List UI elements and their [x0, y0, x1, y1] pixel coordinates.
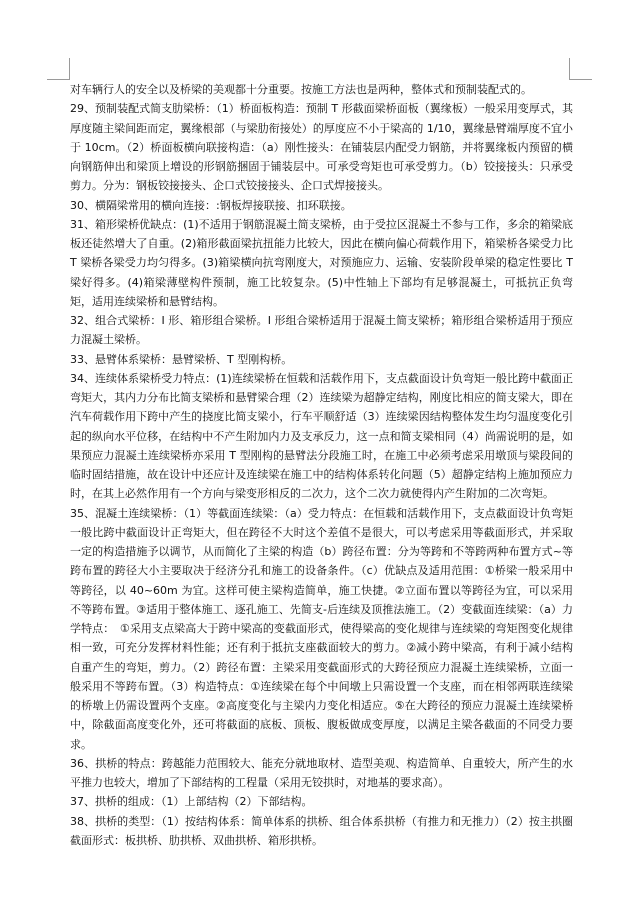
crop-mark-left-vertical: [69, 58, 70, 80]
paragraph-33-cantilever-girder: 33、悬臂体系梁桥：悬臂梁桥、T 型刚构桥。: [70, 352, 293, 366]
paragraph-34-continuous-girder-behavior: 34、连续体系梁桥受力特点：(1)连续梁桥在恒载和活载作用下，支点截面设计负弯矩一般比跨中截面正弯矩大，其内力分布比简支梁桥和悬臂梁合理（2）连续梁为超静定结构，刚度比相应的简支梁大，即在汽车荷载作用下跨中产生的挠度比简支梁小，行车平顺舒适（3）连续梁因结构整体发生均匀温度变化引起的纵向水平位移，在结构中不产生附加内力及支承反力，这一点和简支梁相同（4）尚需说明的是，如果预应力混凝土连续梁桥亦采用 T 型刚构的悬臂法分段施工时，在施工中必须考虑采用墩顶与梁段间的临时固结措施，故在设计中还应计及连续梁在施工中的结构体系转化问题（5）超静定结构上施加预应力时，在其上必然作用有一个方向与梁变形相反的二次力，这个二次力就使得内产生附加的二次弯矩。: [70, 371, 573, 501]
crop-mark-right-horizontal: [570, 79, 592, 80]
paragraph-continuation: 对车辆行人的安全以及桥梁的美观都十分重要。按施工方法也是两种，整体式和预制装配式的。: [70, 83, 532, 96]
paragraph-38-arch-bridge-types: 38、拱桥的类型：（1）按结构体系：简单体系的拱桥、组合体系拱桥（有推力和无推力）（2）按主拱圈截面形式：板拱桥、肋拱桥、双曲拱桥、箱形拱桥。: [70, 814, 573, 847]
paragraph-35-concrete-continuous-girder: 35、混凝土连续梁桥：（1）等截面连续梁：（a）受力特点：在恒载和活载作用下，支点截面设计负弯矩一般比跨中截面设计正弯矩大，但在跨径不大时这个差值不是很大，可以考虑采用等截面形式，并采取一定的构造措施予以调节，从而简化了主梁的构造（b）跨径布置：分为等跨和不等跨两种布置方式~等跨布置的跨径大小主要取决于经济分孔和施工的设备条件。（c）优缺点及适用范围：①桥梁一般采用中等跨径，以 40~60m 为宜。这样可使主梁构造简单，施工快捷。②立面布置以等跨径为宜，可以采用不等跨布置。③适用于整体施工、逐孔施工、先简支-后连续及顶推法施工。（2）变截面连续梁：（a）力学特点： ①采用支点梁高大于跨中梁高的变截面形式，使得梁高的变化规律与连续梁的弯矩图变化规律相一致，可充分发挥材料性能；还有利于抵抗支座截面较大的剪力。②减小跨中梁高，有利于减小结构自重产生的弯矩，剪力。（2）跨径布置：主梁采用变截面形式的大跨径预应力混凝土连续梁桥，立面一般采用不等跨布置。（3）构造特点：①连续梁在每个中间墩上只需设置一个支座，而在相邻两联连续梁的桥墩上仍需设置两个支座。②高度变化与主梁内力变化相适应。⑤在大跨径的预应力混凝土连续梁桥中，除截面高度变化外，还可将截面的底板、顶板、腹板做成变厚度，以满足主梁各截面的不同受力要求。: [70, 506, 573, 751]
paragraph-29-prefab-simply-supported-girder: 29、预制装配式简支肋梁桥：（1）桥面板构造：预制 T 形截面梁桥面板（翼缘板）一般采用变厚式，其厚度随主梁间距而定，翼缘根部（与梁肋衔接处）的厚度应不小于梁高的 1/10，翼缘悬臂端厚度不宜小于 10cm。（2）桥面板横向联接构造：（a）刚性接头：在铺装层内配受力钢筋，并将翼缘板内预留的横向钢筋伸出和梁顶上增设的形钢筋捆固于铺装层中。可承受弯矩也可承受剪力。（b）铰接接头：只承受剪力。分为：钢板铰接接头、企口式铰接接头、企口式焊接接头。: [70, 102, 573, 193]
paragraph-32-composite-girder: 32、组合式梁桥：I 形、箱形组合梁桥。I 形组合梁桥适用于混凝土简支梁桥；箱形组合梁桥适用于预应力混凝土梁桥。: [70, 314, 573, 347]
crop-mark-left-horizontal: [47, 79, 69, 80]
document-body: [70, 80, 573, 850]
paragraph-30-diaphragm-connection: 30、横隔梁常用的横向连接：:钢板焊接联接、扣环联接。: [70, 198, 352, 212]
paragraph-31-box-girder-pros-cons: 31、箱形梁桥优缺点：(1)不适用于钢筋混凝土简支梁桥，由于受拉区混凝土不参与工作，多余的箱梁底板还徒然增大了自重。(2)箱形截面梁抗扭能力比较大，因此在横向偏心荷载作用下，箱梁桥各梁受力比 T 梁桥各梁受力均匀得多。(3)箱梁横向抗弯刚度大，对预施应力、运输、安装阶段单梁的稳定性要比 T 梁好得多。(4)箱梁薄壁构件预制，施工比较复杂。(5)中性轴上下部均有足够混凝土，可抵抗正负弯矩，适用连续梁桥和悬臂结构。: [70, 217, 573, 308]
paragraph-37-arch-bridge-composition: 37、拱桥的组成：（1）上部结构（2）下部结构。: [70, 795, 313, 809]
crop-mark-right-vertical: [569, 58, 570, 80]
paragraph-36-arch-bridge-features: 36、拱桥的特点：跨越能力范围较大、能充分就地取材、造型美观、构造简单、自重较大，所产生的水平推力也较大，增加了下部结构的工程量（采用无铰拱时，对地基的要求高）。: [70, 756, 573, 789]
